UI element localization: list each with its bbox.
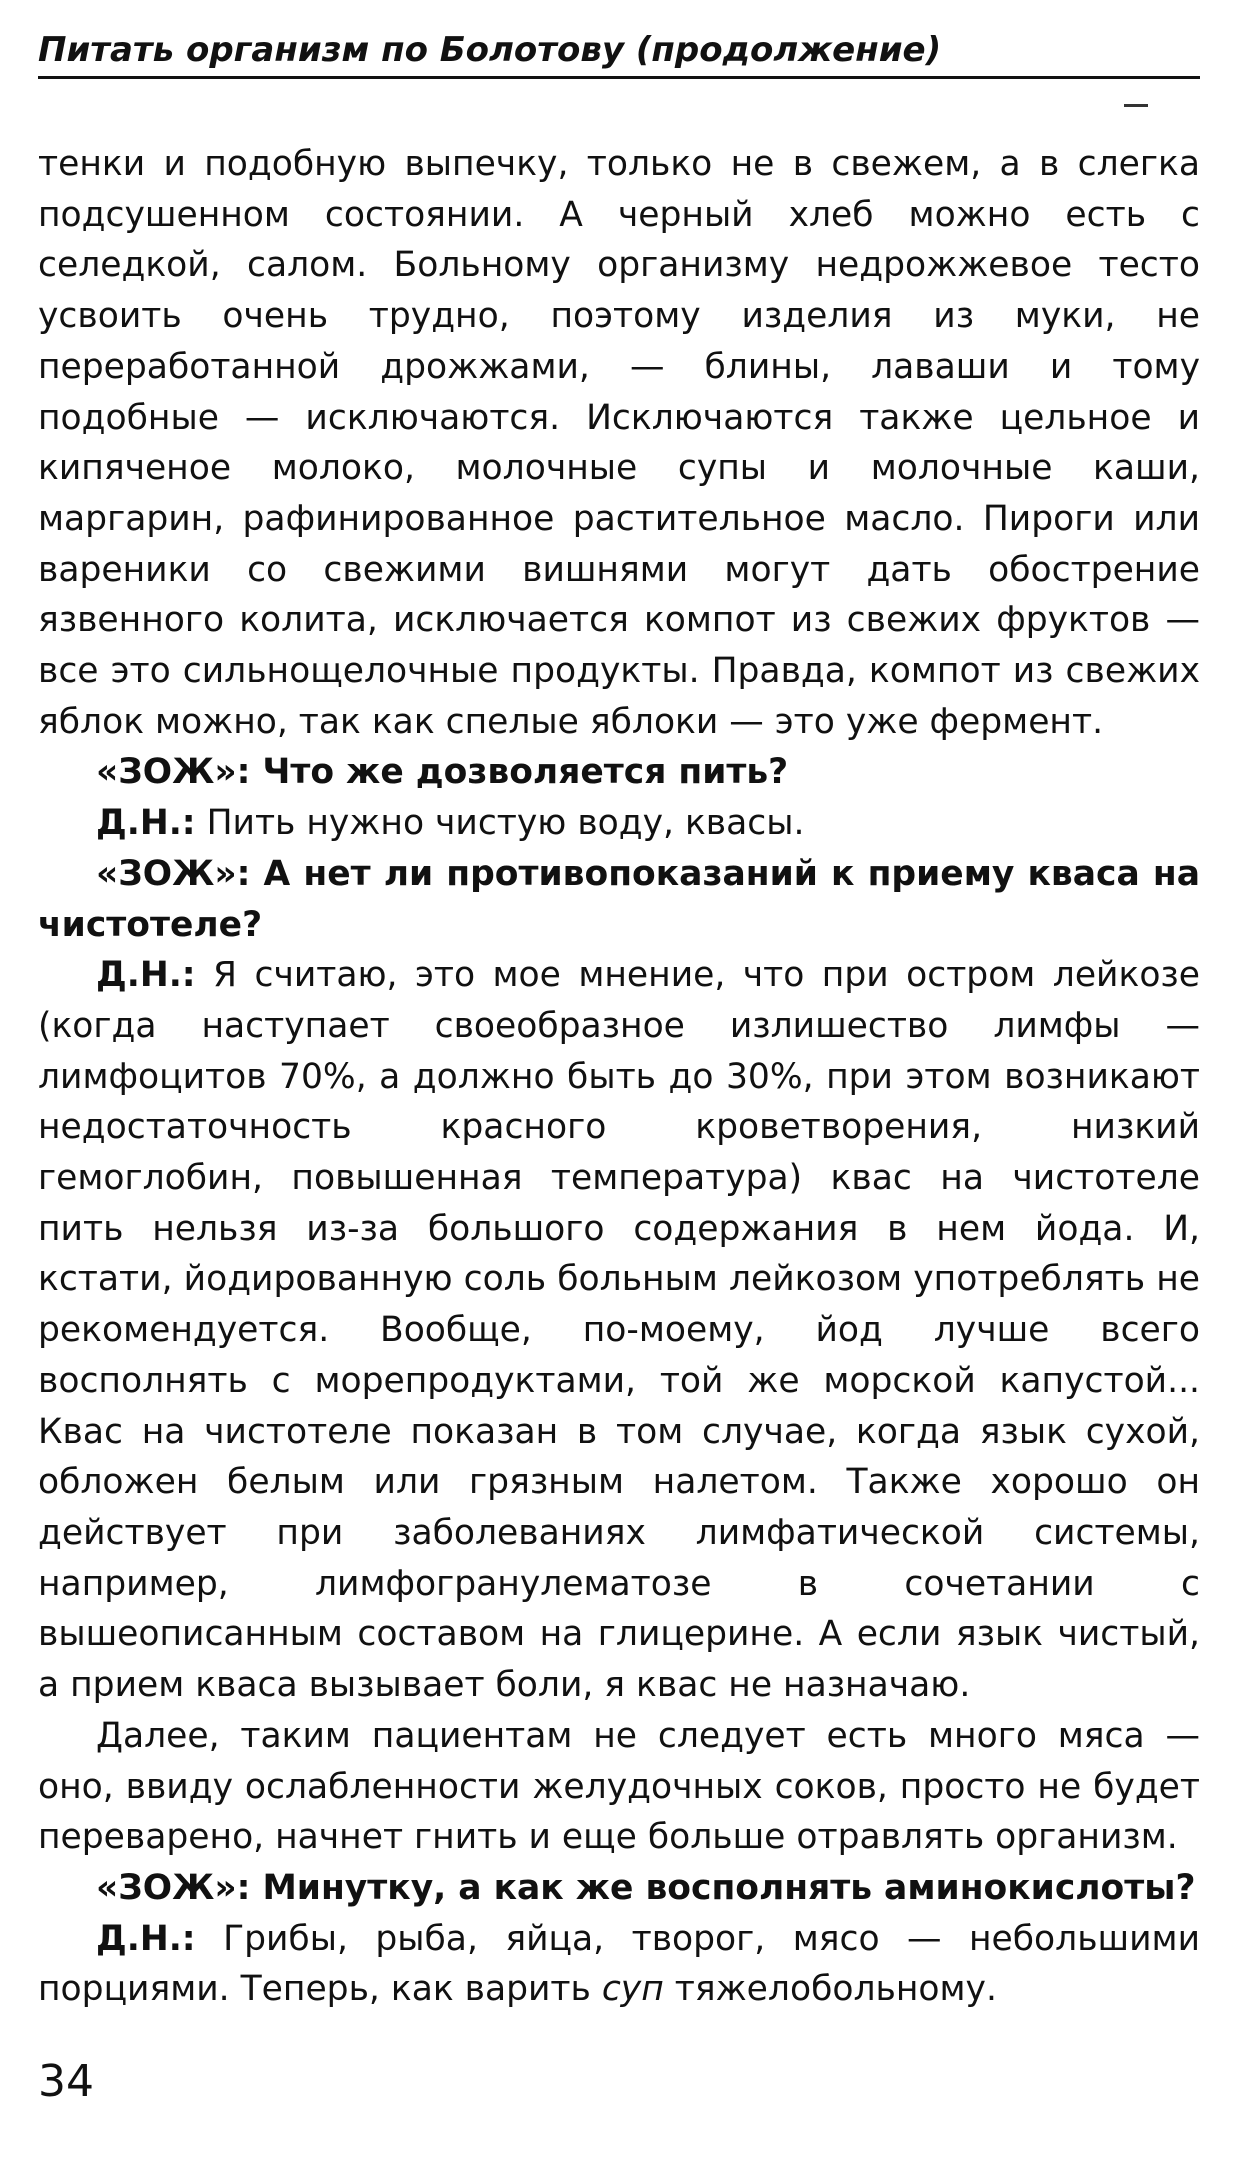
- answer-2-text: Я считаю, это мое мнение, что при остром лейкозе (когда наступает своеобразное излишество лимфы — лимфоцитов 70%, а должно быть до 30%, при этом возникают недостаточность красного кроветворения, низкий гемоглобин, повышенная температура) квас на чистотеле пить нельзя из-за большого содержания в нем йода. И, кстати, йодированную соль больным лейкозом употреблять не рекомендуется. Вообще, по-моему, йод лучше всего восполнять с морепродуктами, той же морской капустой... Квас на чистотеле показан в том случае, когда язык сухой, обложен белым или грязным налетом. Также хорошо он действует при заболеваниях лимфатической системы, например, лимфогранулематозе в сочетании с вышеописанным составом на глицерине. А если язык чистый, а прием кваса вызывает боли, я квас не назначаю.: [38, 955, 1200, 1706]
- print-mark: [1124, 104, 1148, 107]
- answer-1-speaker: Д.Н.:: [96, 803, 196, 844]
- running-header: Питать организм по Болотову (продолжение): [38, 28, 1200, 79]
- answer-3: [38, 1914, 1200, 2015]
- answer-2: [38, 950, 1200, 1711]
- question-1: «ЗОЖ»: Что же дозволяется пить?: [96, 752, 789, 793]
- answer-1-text: Пить нужно чистую воду, квасы.: [195, 803, 805, 844]
- paragraph-continuation: тенки и подобную выпечку, только не в свежем, а в слегка подсушенном состоянии. А черный хлеб можно есть с селедкой, салом. Больному организму недрожжевое тесто усвоить очень трудно, поэтому изделия из муки, не переработанной дрожжами, — блины, лаваши и тому подобные — исключаются. Исключаются также цельное и кипяченое молоко, молочные супы и молочные каши, маргарин, рафинированное растительное масло. Пироги или вареники со свежими вишнями могут дать обострение язвенного колита, исключается компот из свежих фруктов — все это сильнощелочные продукты. Правда, компот из свежих яблок можно, так как спелые яблоки — это уже фермент.: [38, 144, 1200, 742]
- question-3: «ЗОЖ»: Минутку, а как же восполнять аминокислоты?: [96, 1867, 1196, 1908]
- answer-2-speaker: Д.Н.:: [96, 955, 196, 996]
- page-number: 34: [38, 2056, 94, 2107]
- answer-3-text-after: тяжелобольному.: [663, 1969, 997, 2010]
- question-2: «ЗОЖ»: А нет ли противопоказаний к приему кваса на чистотеле?: [38, 853, 1200, 945]
- answer-1: [38, 798, 1200, 849]
- page-body: [38, 139, 1200, 2015]
- answer-3-italic-word: суп: [601, 1969, 664, 2010]
- answer-3-speaker: Д.Н.:: [96, 1918, 196, 1959]
- answer-3-text-before: Грибы, рыба, яйца, творог, мясо — небольшими порциями. Теперь, как варить: [38, 1918, 1200, 2010]
- paragraph-meat: Далее, таким пациентам не следует есть много мяса — оно, ввиду ослабленности желудочных соков, просто не будет переварено, начнет гнить и еще больше отравлять организм.: [38, 1715, 1200, 1858]
- book-page: [38, 28, 1200, 2138]
